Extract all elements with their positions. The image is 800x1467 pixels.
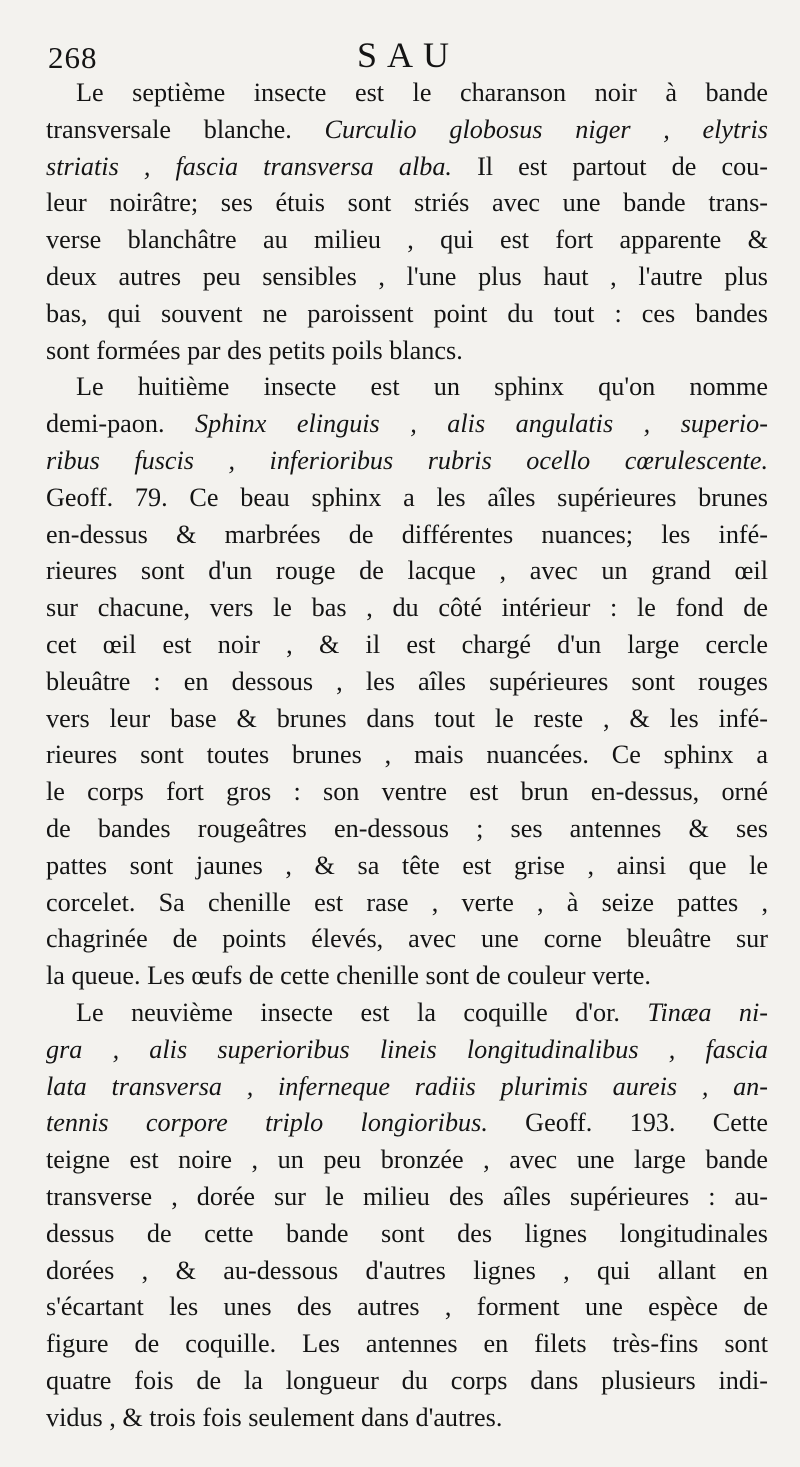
text-line: corcelet. Sa chenille est rase , verte , à seize pattes ,: [46, 887, 768, 917]
text-line: la queue. Les œufs de cette chenille sont de couleur verte.: [46, 961, 651, 991]
text-line: [46, 1032, 768, 1069]
text-span: Il est partout de cou-: [451, 151, 768, 181]
text-line: bleuâtre : en dessous , les aîles supérieures sont rouges: [46, 666, 768, 696]
text-line: leur noirâtre; ses étuis sont striés avec une bande trans-: [46, 188, 768, 218]
text-line: [46, 995, 768, 1032]
paragraph: [46, 369, 768, 995]
text-line: de bandes rougeâtres en-dessous ; ses antennes & ses: [46, 813, 768, 843]
text-line: chagrinée de points élevés, avec une corne bleuâtre sur: [46, 924, 768, 954]
text-line: transverse , dorée sur le milieu des aîles supérieures : au-: [46, 1181, 768, 1211]
text-line: rieures sont d'un rouge de lacque , avec un grand œil: [46, 556, 768, 586]
text-line: Le septième insecte est le charanson noir à bande: [76, 78, 768, 107]
paragraph: [46, 995, 768, 1437]
text-line: pattes sont jaunes , & sa tête est grise , ainsi que le: [46, 850, 768, 880]
text-line: verse blanchâtre au milieu , qui est fort apparente &: [46, 225, 768, 255]
latin-italic-text: Tinæa ni-: [647, 997, 768, 1027]
text-span: demi-paon.: [46, 409, 196, 439]
paragraph: [46, 75, 768, 369]
text-line: cet œil est noir , & il est chargé d'un large cercle: [46, 629, 768, 659]
text-line: vidus , & trois fois seulement dans d'autres.: [46, 1402, 503, 1432]
page-number: 268: [48, 40, 98, 75]
text-span: Geoff. 193. Cette: [487, 1108, 768, 1138]
text-line: dorées , & au-dessous d'autres lignes , qui allant en: [46, 1255, 768, 1285]
text-span: Le neuvième insecte est la coquille d'or.: [76, 997, 648, 1027]
text-line: [46, 1069, 768, 1106]
text-line: quatre fois de la longueur du corps dans plusieurs indi-: [46, 1365, 768, 1395]
text-line: deux autres peu sensibles , l'une plus haut , l'autre plus: [46, 261, 768, 291]
text-line: [46, 1105, 768, 1142]
latin-italic-text: lata transversa , inferneque radiis plurimis aureis , an-: [46, 1071, 768, 1101]
text-line: sont formées par des petits poils blancs.: [46, 335, 463, 365]
text-span: transversale blanche.: [46, 114, 325, 144]
text-line: [46, 443, 768, 480]
text-line: vers leur base & brunes dans tout le reste , & les infé-: [46, 703, 768, 733]
text-line: sur chacune, vers le bas , du côté intérieur : le fond de: [46, 593, 768, 623]
running-head: SAU: [356, 35, 460, 75]
body-text: [46, 75, 768, 1436]
text-line: figure de coquille. Les antennes en filets très-fins sont: [46, 1329, 768, 1359]
text-line: Geoff. 79. Ce beau sphinx a les aîles supérieures brunes: [46, 482, 768, 512]
text-line: s'écartant les unes des autres , forment une espèce de: [46, 1292, 768, 1322]
latin-italic-text: Curculio globosus niger , elytris: [324, 114, 768, 144]
latin-italic-text: striatis , fascia transversa alba.: [46, 151, 452, 181]
latin-italic-text: ribus fuscis , inferioribus rubris ocello cœrulescente.: [46, 445, 768, 475]
text-line: Le huitième insecte est un sphinx qu'on nomme: [76, 372, 768, 402]
latin-italic-text: gra , alis superioribus lineis longitudinalibus , fascia: [46, 1034, 768, 1064]
text-line: bas, qui souvent ne paroissent point du tout : ces bandes: [46, 298, 768, 328]
text-line: rieures sont toutes brunes , mais nuancées. Ce sphinx a: [46, 740, 768, 770]
text-line: [46, 112, 768, 149]
text-line: dessus de cette bande sont des lignes longitudinales: [46, 1218, 768, 1248]
text-line: [46, 149, 768, 186]
latin-italic-text: tennis corpore triplo longioribus.: [46, 1108, 488, 1138]
latin-italic-text: Sphinx elinguis , alis angulatis , superio-: [195, 409, 768, 439]
text-line: en-dessus & marbrées de différentes nuances; les infé-: [46, 519, 768, 549]
text-line: teigne est noire , un peu bronzée , avec une large bande: [46, 1145, 768, 1175]
page-header: [46, 24, 770, 75]
text-line: [46, 406, 768, 443]
text-line: le corps fort gros : son ventre est brun en-dessus, orné: [46, 777, 768, 807]
